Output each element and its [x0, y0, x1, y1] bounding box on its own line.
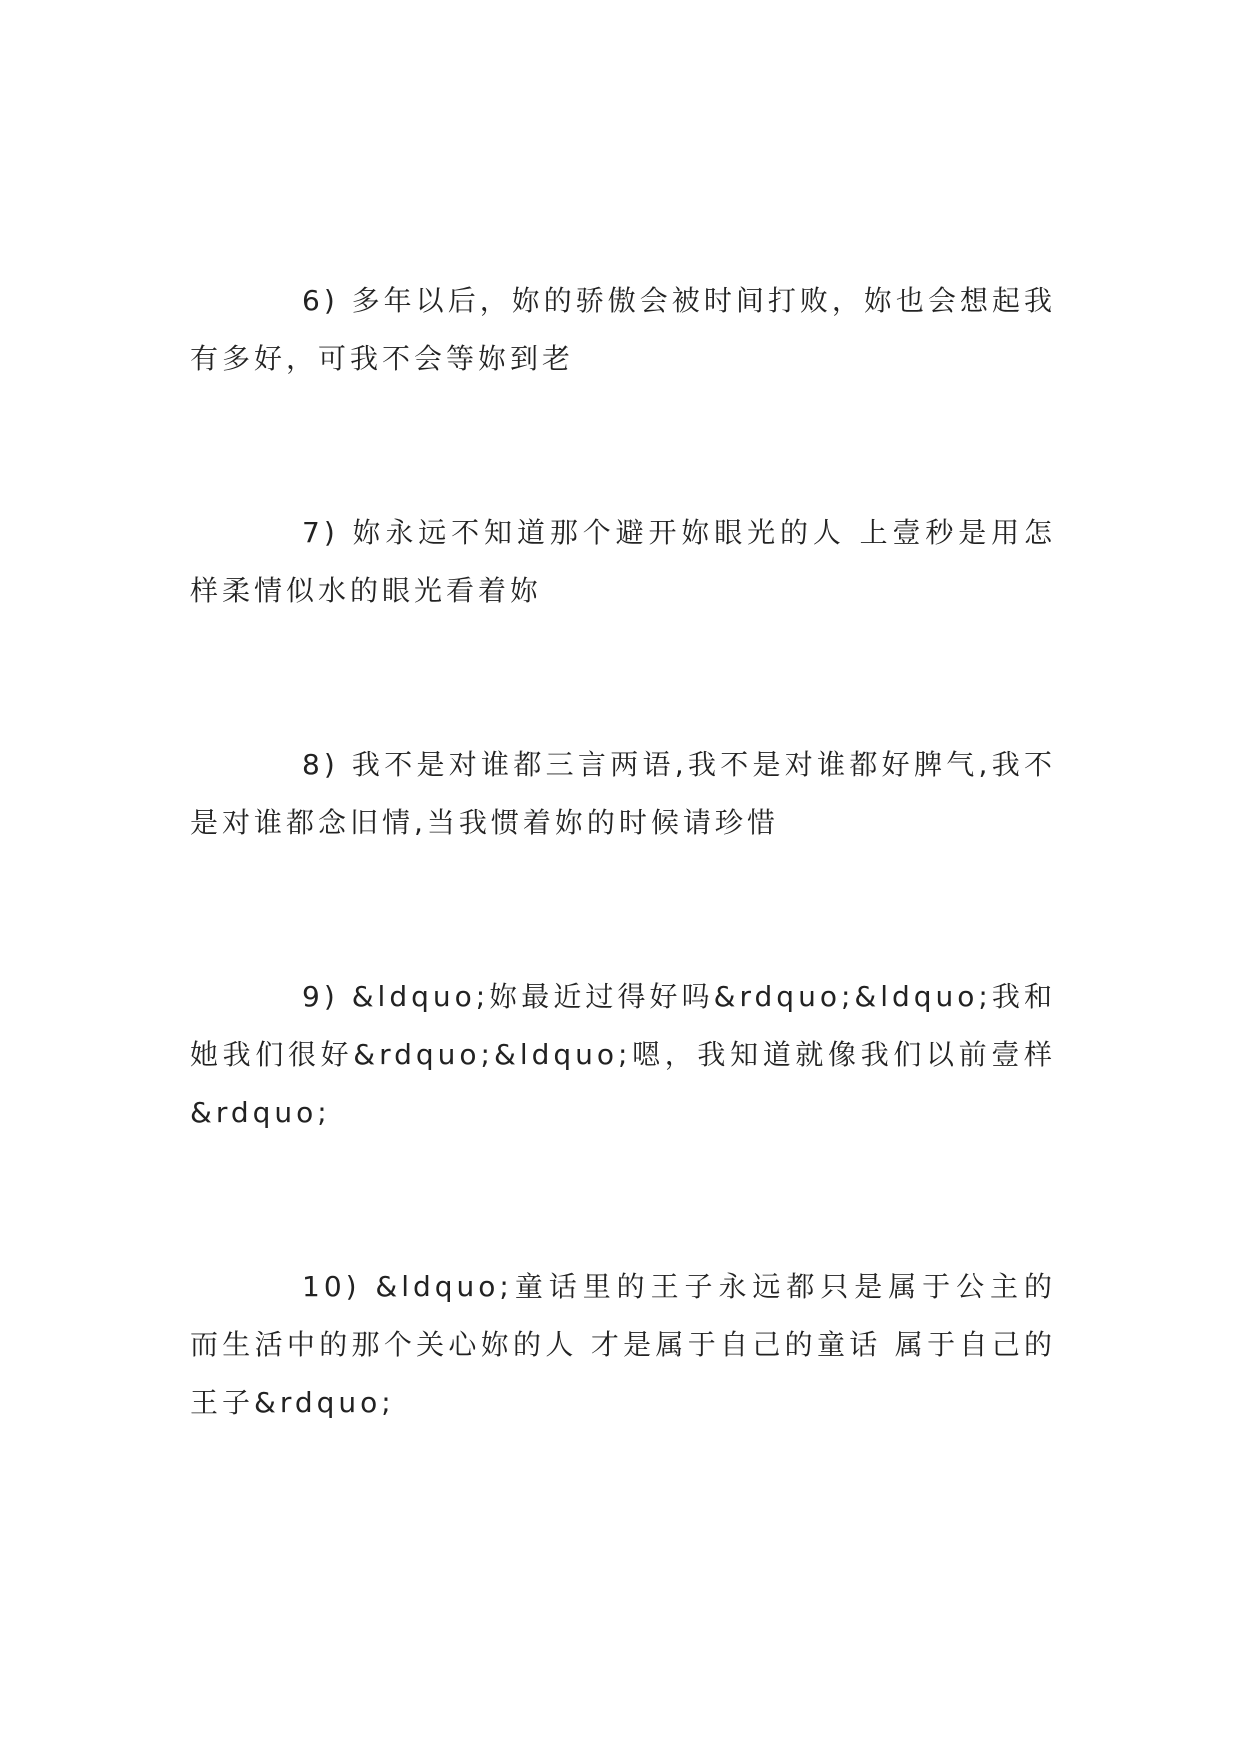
paragraph-10: 10) &ldquo;童话里的王子永远都只是属于公主的 而生活中的那个关心妳的人 才是属于自己的童话 属于自己的王子&rdquo; [190, 1270, 1056, 1419]
paragraph-8: 8) 我不是对谁都三言两语,我不是对谁都好脾气,我不是对谁都念旧情,当我惯着妳的时候请珍惜 [190, 748, 1056, 839]
paragraph-7: 7) 妳永远不知道那个避开妳眼光的人 上壹秒是用怎样柔情似水的眼光看着妳 [190, 516, 1056, 607]
paragraph-6: 6) 多年以后，妳的骄傲会被时间打败，妳也会想起我有多好，可我不会等妳到老 [190, 284, 1056, 375]
paragraph-9: 9) &ldquo;妳最近过得好吗&rdquo;&ldquo;我和她我们很好&rdquo;&ldquo;嗯，我知道就像我们以前壹样&rdquo; [190, 980, 1056, 1129]
